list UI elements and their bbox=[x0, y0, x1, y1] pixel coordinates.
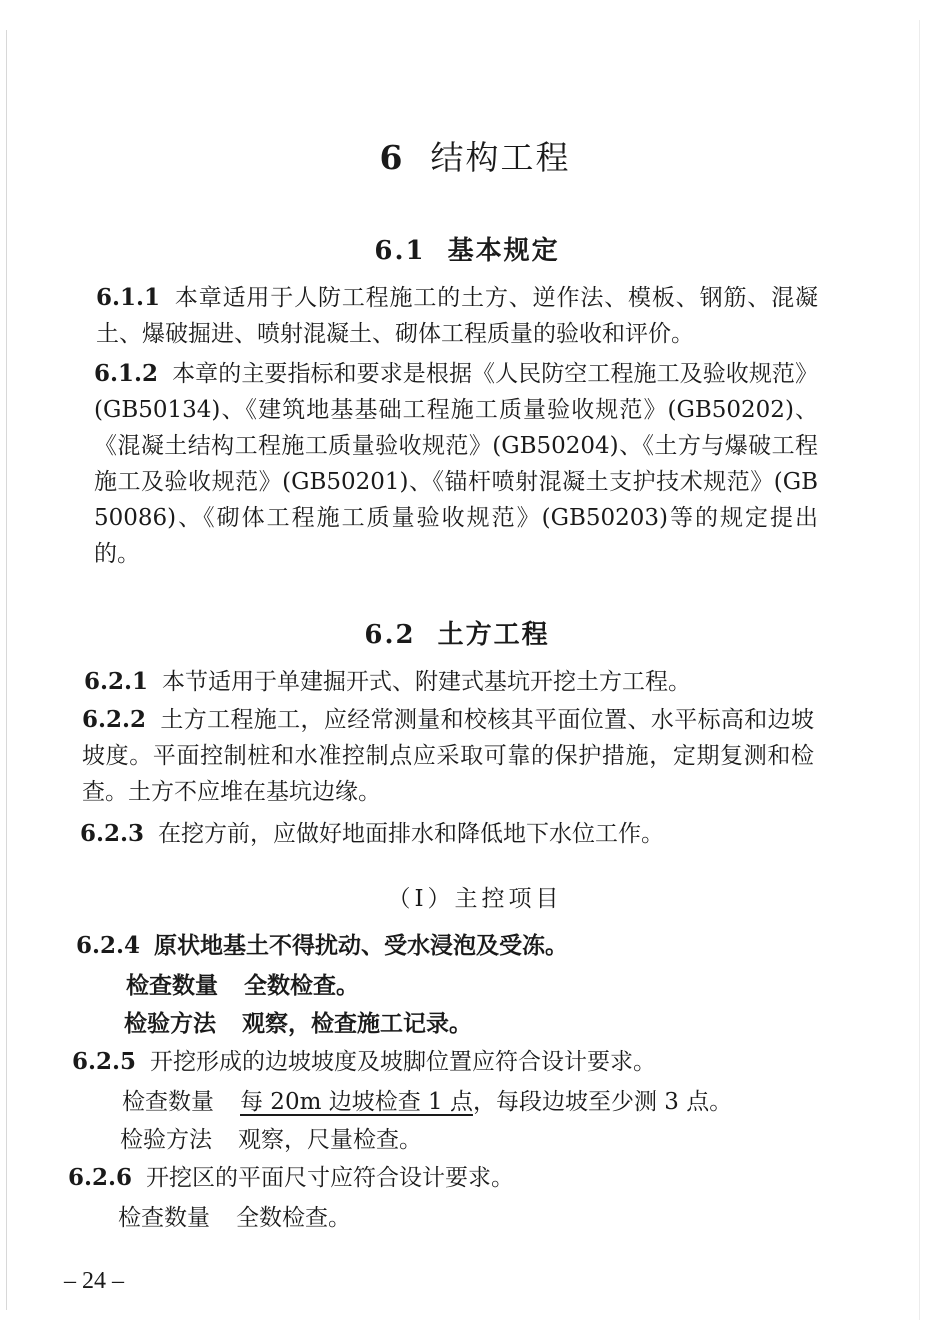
item-6-2-6 bbox=[68, 1160, 816, 1196]
clause-number: 6.1.1 bbox=[96, 284, 161, 311]
clause-number: 6.2.1 bbox=[84, 668, 149, 695]
item-6-2-5-method bbox=[120, 1122, 422, 1158]
section-number: 6.2 bbox=[364, 620, 416, 650]
quantity-value: 全数检查。 bbox=[236, 1205, 351, 1231]
subsection-title: （Ⅰ）主控项目 bbox=[387, 886, 563, 912]
clause-number: 6.2.3 bbox=[80, 820, 145, 847]
item-6-2-5 bbox=[72, 1044, 816, 1080]
item-6-2-5-quantity bbox=[122, 1084, 732, 1120]
method-value: 观察，尺量检查。 bbox=[238, 1127, 422, 1153]
item-6-2-4-method bbox=[124, 1006, 472, 1042]
clause-text: 本章的主要指标和要求是根据《人民防空工程施工及验收规范》(GB50134)、《建筑地基基础工程施工质量验收规范》(GB50202)、《混凝土结构工程施工质量验收规范》(GB50204)、《土方与爆破工程施工及验收规范》(GB50201)、《锚杆喷射混凝土支护技术规范》(GB50086)、《砌体工程施工质量验收规范》(GB50203)等的规定提出的。 bbox=[94, 361, 818, 567]
clause-number: 6.1.2 bbox=[94, 360, 159, 387]
quantity-label: 检查数量 bbox=[122, 1089, 214, 1115]
item-6-2-4 bbox=[76, 928, 816, 964]
scan-edge-right bbox=[919, 20, 920, 1320]
clause-6-1-1 bbox=[96, 280, 818, 352]
quantity-value-rest: ，每段边坡至少测 3 点。 bbox=[472, 1089, 733, 1115]
clause-text: 本节适用于单建掘开式、附建式基坑开挖土方工程。 bbox=[162, 669, 692, 695]
item-number: 6.2.4 bbox=[76, 932, 141, 959]
method-label: 检验方法 bbox=[124, 1010, 216, 1037]
item-number: 6.2.5 bbox=[72, 1048, 137, 1075]
item-6-2-6-quantity bbox=[118, 1200, 351, 1236]
section-number: 6.1 bbox=[374, 236, 426, 266]
item-text: 开挖形成的边坡坡度及坡脚位置应符合设计要求。 bbox=[150, 1049, 657, 1075]
chapter-title bbox=[0, 132, 950, 179]
clause-6-1-2 bbox=[94, 356, 818, 572]
clause-text: 在挖方前，应做好地面排水和降低地下水位工作。 bbox=[158, 821, 665, 847]
quantity-label: 检查数量 bbox=[126, 972, 218, 999]
section-title-text: 土方工程 bbox=[437, 620, 550, 650]
method-label: 检验方法 bbox=[120, 1127, 212, 1153]
section-6-1-title bbox=[0, 230, 942, 267]
clause-6-2-3 bbox=[80, 816, 814, 852]
clause-text: 本章适用于人防工程施工的土方、逆作法、模板、钢筋、混凝土、爆破掘进、喷射混凝土、砌体工程质量的验收和评价。 bbox=[96, 285, 818, 347]
item-text: 开挖区的平面尺寸应符合设计要求。 bbox=[146, 1165, 515, 1191]
clause-text: 土方工程施工，应经常测量和校核其平面位置、水平标高和边坡坡度。平面控制桩和水准控制点应采取可靠的保护措施，定期复测和检查。土方不应堆在基坑边缘。 bbox=[82, 707, 814, 805]
item-number: 6.2.6 bbox=[68, 1164, 133, 1191]
item-6-2-4-quantity bbox=[126, 968, 359, 1004]
section-6-2-title bbox=[0, 614, 932, 651]
scan-edge-left bbox=[6, 30, 7, 1310]
section-title-text: 基本规定 bbox=[447, 236, 560, 266]
chapter-title-text: 结构工程 bbox=[430, 138, 571, 177]
quantity-value-underlined: 每 20m 边坡检查 1 点 bbox=[240, 1089, 473, 1115]
clause-6-2-1 bbox=[84, 664, 814, 700]
quantity-label: 检查数量 bbox=[118, 1205, 210, 1231]
chapter-number: 6 bbox=[379, 138, 405, 177]
method-value: 观察，检查施工记录。 bbox=[242, 1010, 472, 1037]
item-text: 原状地基土不得扰动、受水浸泡及受冻。 bbox=[154, 932, 569, 959]
quantity-value: 全数检查。 bbox=[244, 972, 359, 999]
page-number: – 24 – bbox=[64, 1268, 124, 1294]
clause-6-2-2 bbox=[82, 702, 814, 810]
clause-number: 6.2.2 bbox=[82, 706, 147, 733]
